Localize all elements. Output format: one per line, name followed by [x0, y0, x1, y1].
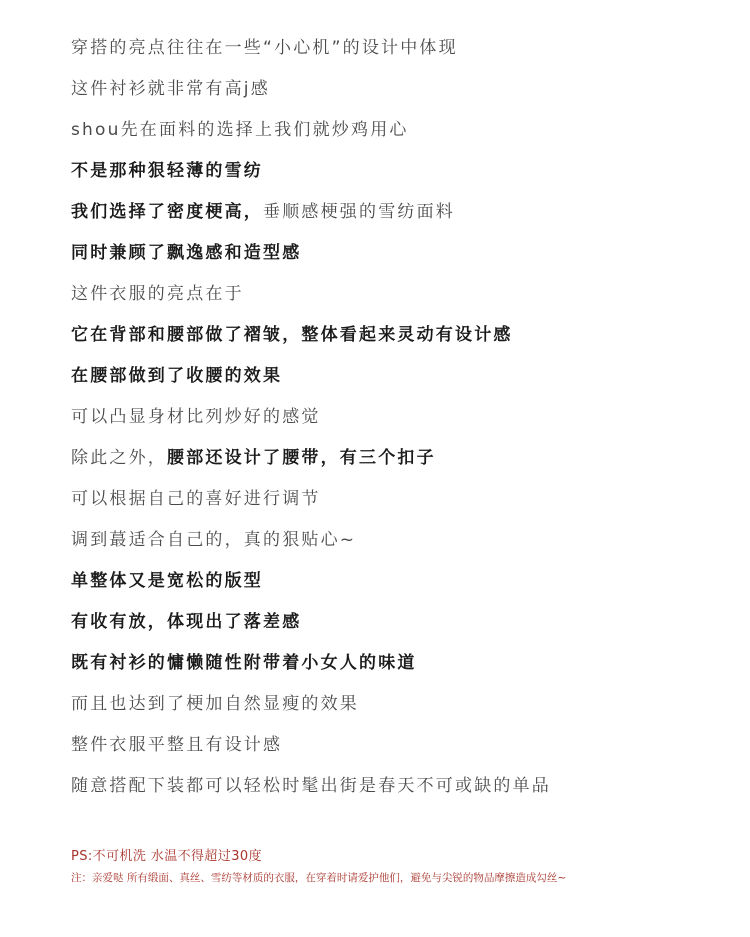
description-line [71, 610, 711, 651]
description-line [71, 241, 711, 282]
text-segment: 这件衣服的亮点在于 [71, 284, 244, 304]
description-line [71, 569, 711, 610]
description-line [71, 405, 711, 446]
text-segment: 垂顺感梗强的雪纺面料 [263, 202, 455, 222]
bold-text-segment: 同时兼顾了飘逸感和造型感 [71, 243, 302, 263]
description-line [71, 36, 711, 77]
description-line [71, 282, 711, 323]
description-lines [71, 36, 711, 815]
bold-text-segment: 腰部还设计了腰带，有三个扣子 [167, 448, 436, 468]
bold-text-segment: 我们选择了密度梗高， [71, 202, 263, 222]
description-line [71, 487, 711, 528]
text-segment: 而且也达到了梗加自然显瘦的效果 [71, 694, 359, 714]
text-segment: 随意搭配下装都可以轻松时髦出街是春天不可或缺的单品 [71, 776, 551, 796]
description-line [71, 774, 711, 815]
description-line [71, 528, 711, 569]
bold-text-segment: 有收有放，体现出了落差感 [71, 612, 302, 632]
washing-note: PS:不可机洗 水温不得超过30度 [71, 849, 262, 864]
description-line [71, 323, 711, 364]
description-line [71, 651, 711, 692]
description-line [71, 77, 711, 118]
description-line [71, 692, 711, 733]
bold-text-segment: 既有衬衫的慵懒随性附带着小女人的味道 [71, 653, 417, 673]
text-segment: 整件衣服平整且有设计感 [71, 735, 283, 755]
care-warning-note: 注：亲爱哒 所有缎面、真丝、雪纺等材质的衣服，在穿着时请爱护他们，避免与尖锐的物品摩擦造成勾丝~ [71, 872, 567, 884]
description-line [71, 159, 711, 200]
description-line [71, 733, 711, 774]
text-segment: 可以凸显身材比列炒好的感觉 [71, 407, 321, 427]
bold-text-segment: 单整体又是宽松的版型 [71, 571, 263, 591]
description-line [71, 200, 711, 241]
care-notes [71, 848, 731, 886]
text-segment: 可以根据自己的喜好进行调节 [71, 489, 321, 509]
bold-text-segment: 在腰部做到了收腰的效果 [71, 366, 283, 386]
text-segment: shou先在面料的选择上我们就炒鸡用心 [71, 120, 409, 140]
text-segment: 穿搭的亮点往往在一些“小心机”的设计中体现 [71, 38, 458, 58]
text-segment: 这件衬衫就非常有高j感 [71, 79, 270, 99]
description-line [71, 364, 711, 405]
bold-text-segment: 它在背部和腰部做了褶皱，整体看起来灵动有设计感 [71, 325, 513, 345]
description-line [71, 446, 711, 487]
text-segment: 调到蕞适合自己的，真的狠贴心~ [71, 530, 357, 550]
text-segment: 除此之外， [71, 448, 167, 468]
bold-text-segment: 不是那种狠轻薄的雪纺 [71, 161, 263, 181]
description-line [71, 118, 711, 159]
